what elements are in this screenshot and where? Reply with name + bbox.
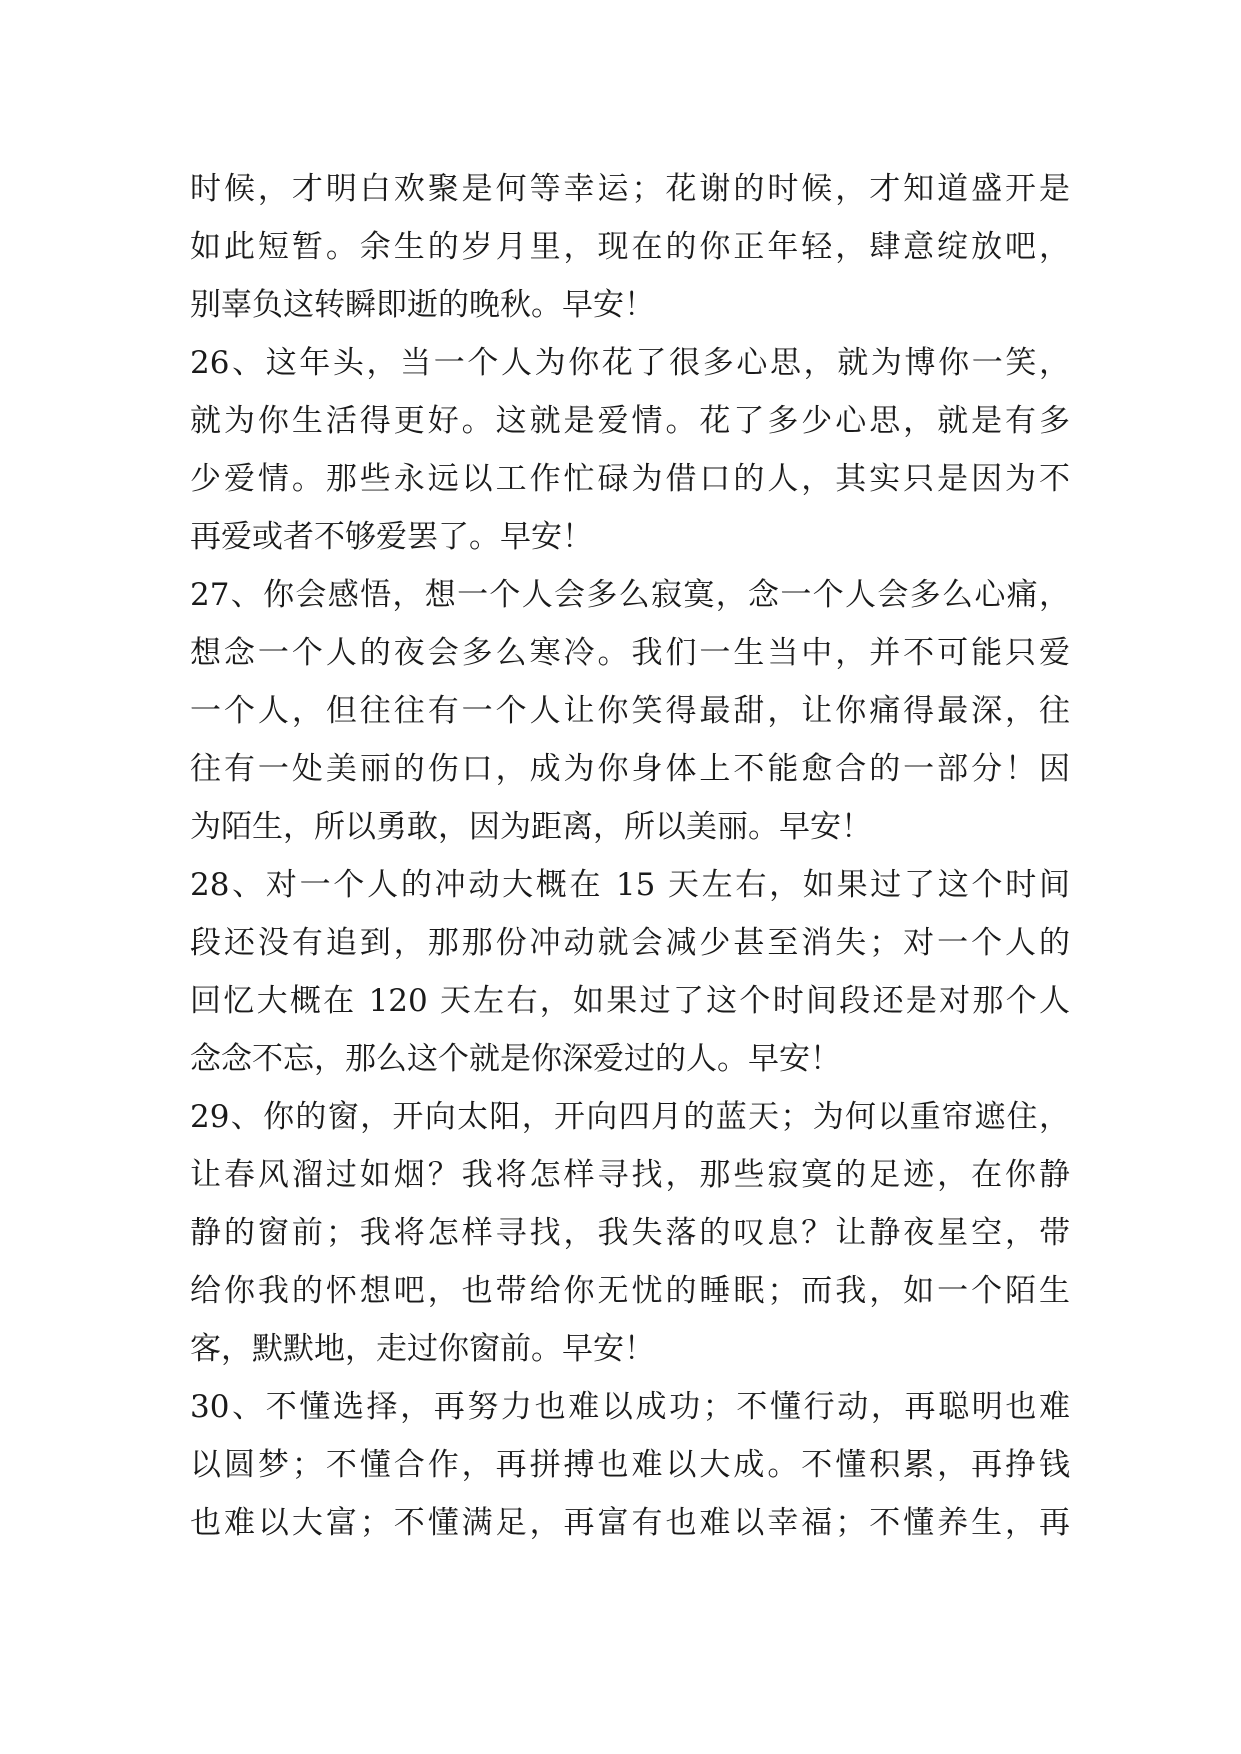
text-line: 如此短暂。余生的岁月里，现在的你正年轻，肆意绽放吧， bbox=[190, 229, 1070, 265]
body-text bbox=[190, 160, 1070, 1552]
text-line: 29、你的窗，开向太阳，开向四月的蓝天；为何以重帘遮住， bbox=[190, 1099, 1070, 1135]
text-line: 别辜负这转瞬即逝的晚秋。早安！ bbox=[190, 287, 655, 323]
text-line: 想念一个人的夜会多么寒冷。我们一生当中，并不可能只爱 bbox=[190, 635, 1070, 671]
text-line: 就为你生活得更好。这就是爱情。花了多少心思，就是有多 bbox=[190, 403, 1070, 439]
text-line: 念念不忘，那么这个就是你深爱过的人。早安！ bbox=[190, 1041, 841, 1077]
text-line: 一个人，但往往有一个人让你笑得最甜，让你痛得最深，往 bbox=[190, 693, 1070, 729]
text-line: 回忆大概在 120 天左右，如果过了这个时间段还是对那个人 bbox=[190, 983, 1070, 1019]
text-line: 30、不懂选择，再努力也难以成功；不懂行动，再聪明也难 bbox=[190, 1389, 1070, 1425]
text-line: 27、你会感悟，想一个人会多么寂寞，念一个人会多么心痛， bbox=[190, 577, 1070, 613]
text-line: 让春风溜过如烟？我将怎样寻找，那些寂寞的足迹，在你静 bbox=[190, 1157, 1070, 1193]
text-line: 客，默默地，走过你窗前。早安！ bbox=[190, 1331, 655, 1367]
text-line: 以圆梦；不懂合作，再拼搏也难以大成。不懂积累，再挣钱 bbox=[190, 1447, 1070, 1483]
text-line: 静的窗前；我将怎样寻找，我失落的叹息？让静夜星空，带 bbox=[190, 1215, 1070, 1251]
text-line: 再爱或者不够爱罢了。早安！ bbox=[190, 519, 593, 555]
text-line: 往有一处美丽的伤口，成为你身体上不能愈合的一部分！因 bbox=[190, 751, 1070, 787]
text-line: 少爱情。那些永远以工作忙碌为借口的人，其实只是因为不 bbox=[190, 461, 1070, 497]
text-line: 为陌生，所以勇敢，因为距离，所以美丽。早安！ bbox=[190, 809, 872, 845]
text-line: 26、这年头，当一个人为你花了很多心思，就为博你一笑， bbox=[190, 345, 1070, 381]
text-line: 也难以大富；不懂满足，再富有也难以幸福；不懂养生，再 bbox=[190, 1505, 1070, 1541]
text-line: 28、对一个人的冲动大概在 15 天左右，如果过了这个时间 bbox=[190, 867, 1070, 903]
text-line: 段还没有追到，那那份冲动就会减少甚至消失；对一个人的 bbox=[190, 925, 1070, 961]
text-line: 时候，才明白欢聚是何等幸运；花谢的时候，才知道盛开是 bbox=[190, 171, 1070, 207]
text-line: 给你我的怀想吧，也带给你无忧的睡眠；而我，如一个陌生 bbox=[190, 1273, 1070, 1309]
